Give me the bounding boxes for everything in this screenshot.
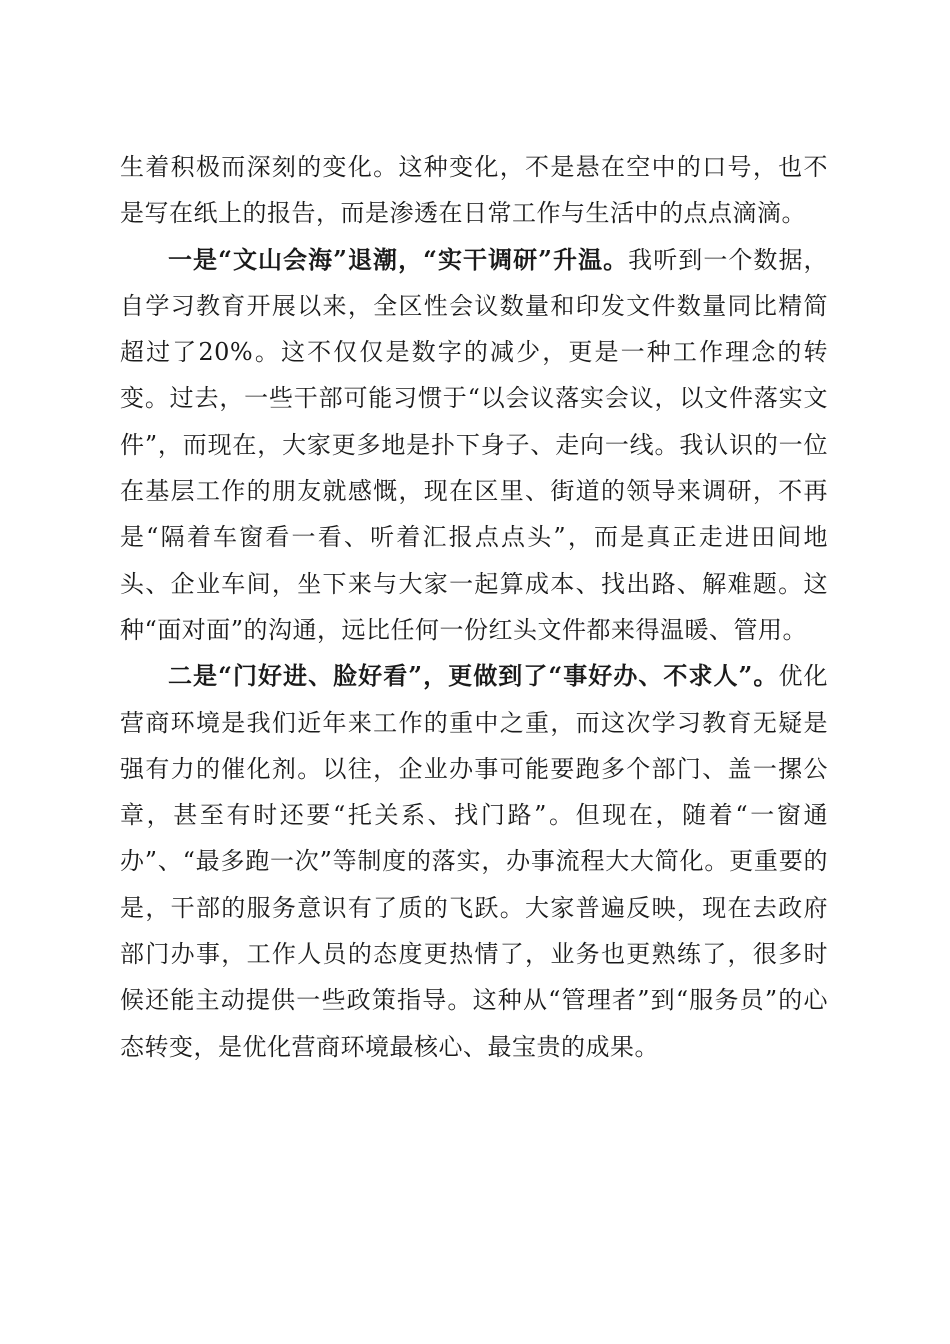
paragraph-point-one xyxy=(120,237,828,654)
paragraph-lead-heading: 一是“文山会海”退潮，“实干调研”升温。 xyxy=(168,244,629,274)
paragraph-point-two xyxy=(120,653,828,1070)
paragraph-continuation xyxy=(120,144,828,237)
paragraph-text: 我听到一个数据，自学习教育开展以来，全区性会议数量和印发文件数量同比精简超过了20%。这不仅仅是数字的减少，更是一种工作理念的转变。过去，一些干部可能习惯于“以会议落实会议，以文件落实文件”，而现在，大家更多地是扑下身子、走向一线。我认识的一位在基层工作的朋友就感慨，现在区里、街道的领导来调研，不再是“隔着车窗看一看、听着汇报点点头”，而是真正走进田间地头、企业车间，坐下来与大家一起算成本、找出路、解难题。这种“面对面”的沟通，远比任何一份红头文件都来得温暖、管用。 xyxy=(120,245,829,644)
paragraph-text: 优化营商环境是我们近年来工作的重中之重，而这次学习教育无疑是强有力的催化剂。以往，企业办事可能要跑多个部门、盖一摞公章，甚至有时还要“托关系、找门路”。但现在，随着“一窗通办”、“最多跑一次”等制度的落实，办事流程大大简化。更重要的是，干部的服务意识有了质的飞跃。大家普遍反映，现在去政府部门办事，工作人员的态度更热情了，业务也更熟练了，很多时候还能主动提供一些政策指导。这种从“管理者”到“服务员”的心态转变，是优化营商环境最核心、最宝贵的成果。 xyxy=(120,662,829,1061)
document-body xyxy=(120,144,828,1070)
paragraph-lead-heading: 二是“门好进、脸好看”，更做到了“事好办、不求人”。 xyxy=(168,661,779,691)
paragraph-text: 生着积极而深刻的变化。这种变化，不是悬在空中的口号，也不是写在纸上的报告，而是渗透在日常工作与生活中的点点滴滴。 xyxy=(120,153,828,228)
